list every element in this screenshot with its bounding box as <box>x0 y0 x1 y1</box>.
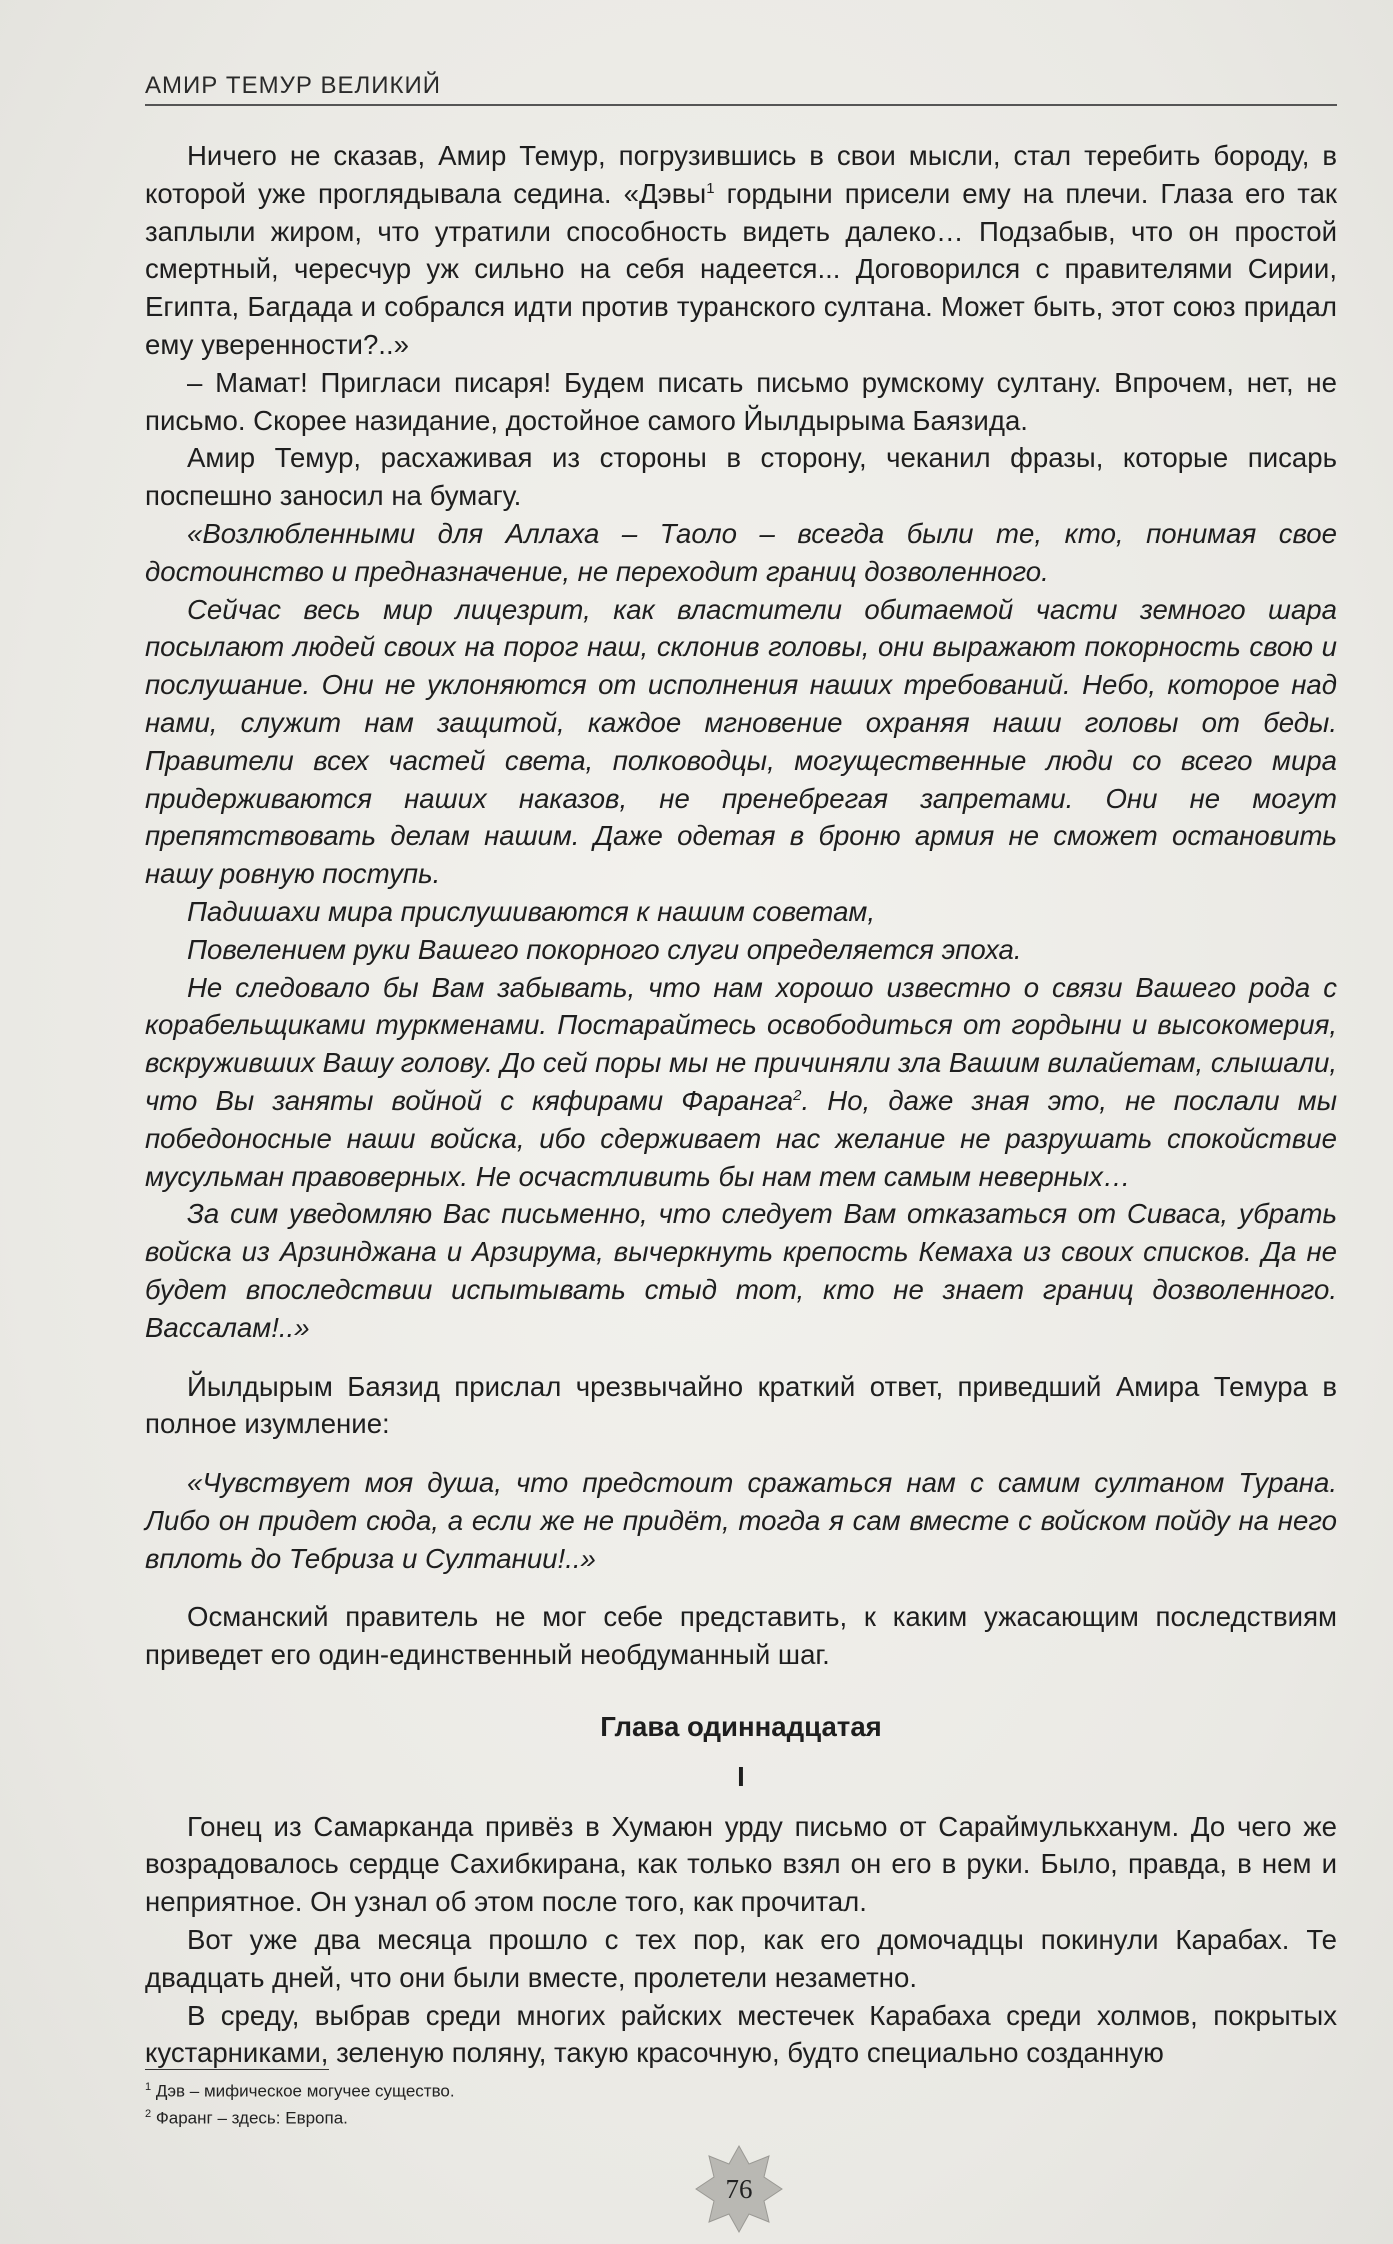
section-number: I <box>737 1760 745 1792</box>
paragraph: Амир Темур, расхаживая из стороны в сторону, чеканил фразы, которые писарь поспешно заносил на бумагу. <box>145 442 1337 512</box>
footnotes <box>145 2076 455 2129</box>
paragraph: Йылдырым Баязид прислал чрезвычайно краткий ответ, приведший Амира Темура в полное изумление: <box>145 1370 1337 1440</box>
page-number: 76 <box>725 2173 753 2204</box>
paragraph: В среду, выбрав среди многих райских местечек Карабаха среди холмов, покрытых кустарниками, зеленую поляну, такую красочную, будто специально созданную <box>145 1999 1337 2069</box>
body-text <box>145 137 1337 2072</box>
page-number-ornament <box>694 2144 784 2234</box>
paragraph: Ничего не сказав, Амир Темур, погрузившись в свои мысли, стал теребить бороду, в которой уже проглядывала седина. «Дэвы$^1$ гордыни присели ему на плечи. Глаза его так заплыли жиром, что утратили способность видеть далеко… Подзабыв, что он простой смертный, чересчур уж сильно на себя надеется... Договорился с правителями Сирии, Египта, Багдада и собрался идти против туранского султана. Может быть, этот союз придал ему уверенности?..» <box>145 140 1337 360</box>
footnote-rule <box>145 2069 329 2070</box>
paragraph: Вот уже два месяца прошло с тех пор, как его домочадцы покинули Карабах. Те двадцать дней, что они были вместе, пролетели незаметно. <box>145 1924 1337 1993</box>
header-rule <box>145 104 1337 106</box>
letter-paragraph: «Возлюбленными для Аллаха – Таоло – всегда были те, кто, понимая свое достоинство и предназначение, не переходит границ дозволенного. <box>145 517 1337 587</box>
paragraph: Гонец из Самарканда привёз в Хумаюн урду письмо от Сараймулькханум. До чего же возрадовалось сердце Сахибкирана, как только взял он его в руки. Было, правда, в нем и неприятное. Он узнал об этом после того, как прочитал. <box>145 1810 1337 1918</box>
running-title: АМИР ТЕМУР ВЕЛИКИЙ <box>145 72 442 99</box>
letter-paragraph: За сим уведомляю Вас письменно, что следует Вам отказаться от Сиваса, убрать войска из Арзинджана и Арзирума, вычеркнуть крепость Кемаха из своих списков. Да не будет впоследствии испытывать стыд тот, кто не знает границ дозволенного. Вассалам!..» <box>145 1198 1337 1343</box>
footnote-ref-1[interactable]: 1 <box>706 179 715 197</box>
paragraph: – Мамат! Пригласи писаря! Будем писать письмо румскому султану. Впрочем, нет, не письмо. Скорее назидание, достойное самого Йылдырыма Баязида. <box>145 366 1337 436</box>
quote-paragraph: «Чувствует моя душа, что предстоит сражаться нам с самим султаном Турана. Либо он придет сюда, а если же не придёт, тогда я сам вместе с войском пойду на него вплоть до Тебриза и Султании!..» <box>145 1467 1337 1574</box>
paragraph: Османский правитель не мог себе представить, к каким ужасающим последствиям приведет его один-единственный необдуманный шаг. <box>145 1601 1337 1671</box>
letter-paragraph: Падишахи мира прислушиваются к нашим советам, <box>187 895 876 927</box>
letter-paragraph: Не следовало бы Вам забывать, что нам хорошо известно о связи Вашего рода с корабельщиками туркменами. Постарайтесь освободиться от гордыни и высокомерия, вскруживших Вашу голову. До сей поры мы не причиняли зла Вашим вилайетам, слышали, что Вы заняты войной с кяфирами Фаранга$^2$. Но, даже зная это, не послали мы победоносные наши войска, ибо сдерживает нас желание не разрушать спокойствие мусульман правоверных. Не осчастливить бы нам тем самым неверных… <box>145 971 1337 1192</box>
footnote: $^1$ Дэв – мифическое могучее существо. <box>145 2081 455 2101</box>
letter-paragraph: Повелением руки Вашего покорного слуги определяется эпоха. <box>187 933 1022 965</box>
letter-paragraph: Сейчас весь мир лицезрит, как властители обитаемой части земного шара посылают людей своих на порог наш, склонив головы, они выражают покорность свою и послушание. Они не уклоняются от исполнения наших требований. Небо, которое над нами, служит нам защитой, каждое мгновение охраняя наши головы от беды. Правители всех частей света, полководцы, могущественные люди со всего мира придерживаются наших наказов, не пренебрегая запретами. Они не могут препятствовать делам нашим. Даже одетая в броню армия не сможет остановить нашу ровную поступь. <box>145 593 1337 890</box>
chapter-title: Глава одиннадцатая <box>600 1711 882 1743</box>
footnote: $^2$ Фаранг – здесь: Европа. <box>145 2107 348 2128</box>
footnote-ref-2[interactable]: 2 <box>793 1086 802 1104</box>
